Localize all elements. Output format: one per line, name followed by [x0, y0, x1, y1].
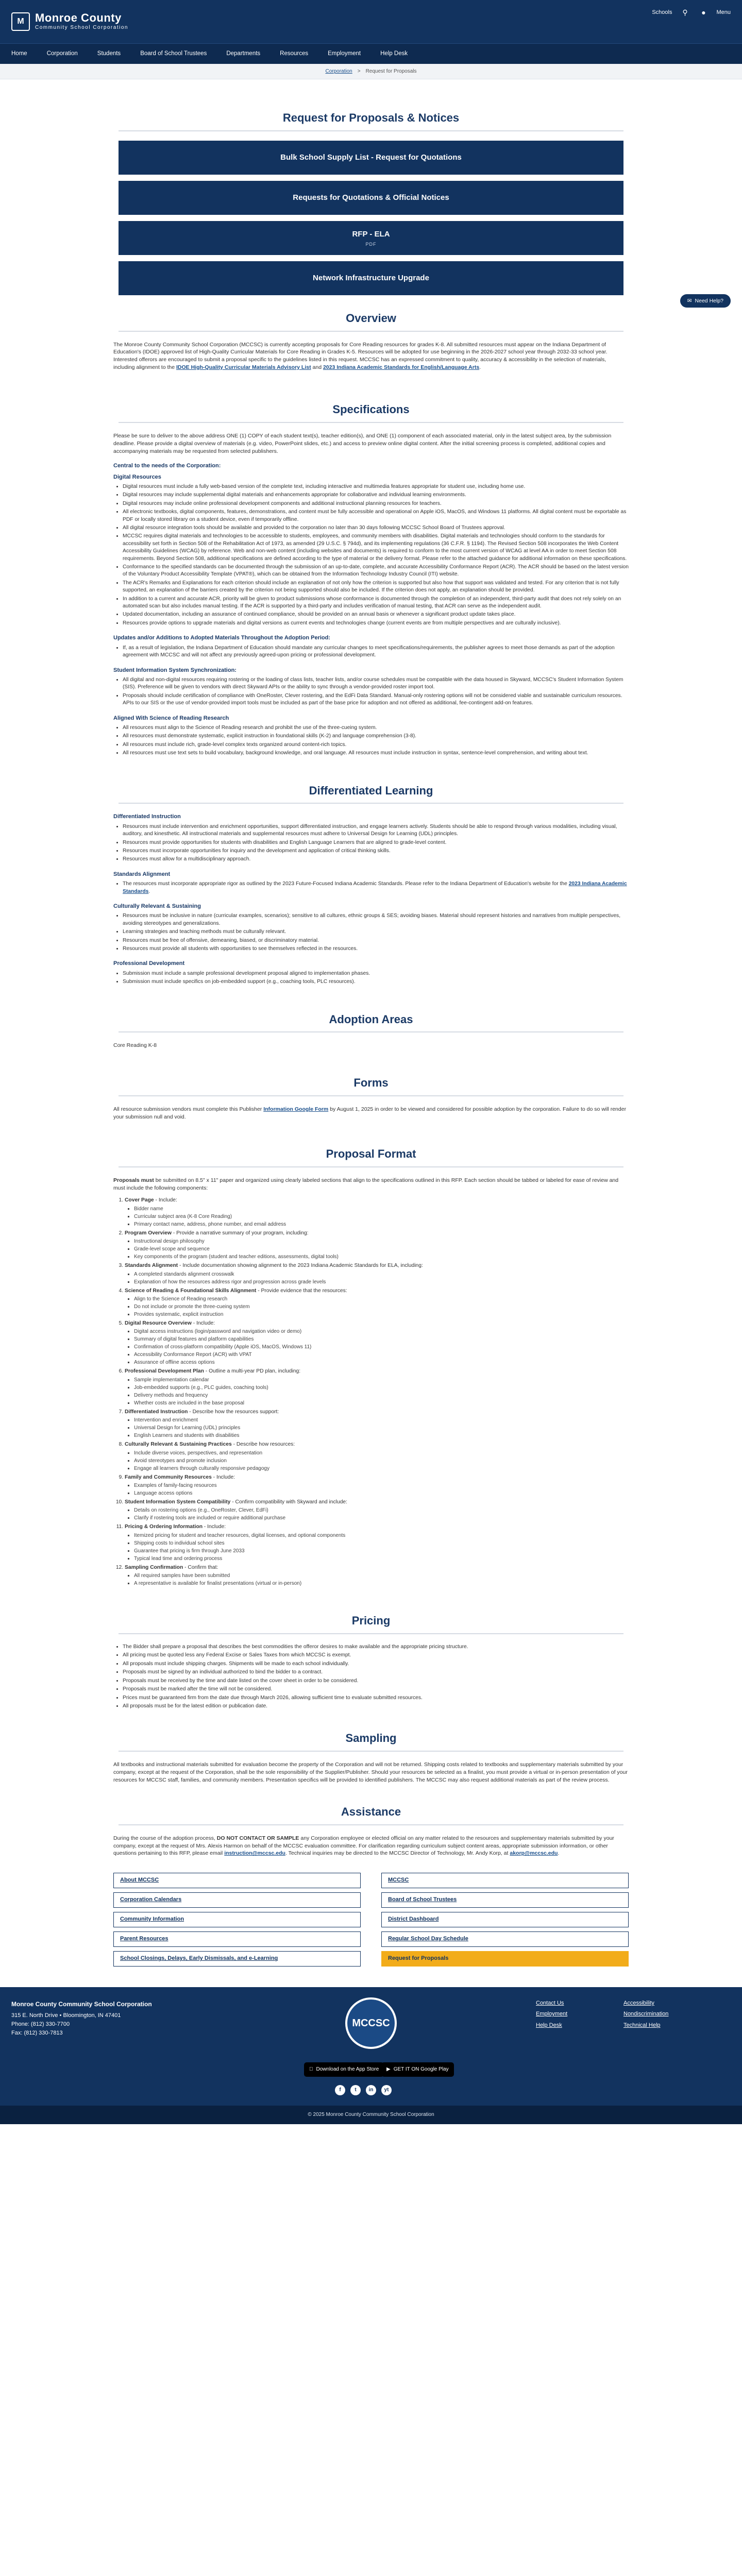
- pricing-section: [0, 1613, 742, 1710]
- proposal-subitems: [134, 1572, 629, 1587]
- list-item: • The ACR's Remarks and Explanations for each criterion should include an explanation of not only how the criterion is supported but also how that support was validated and tested. For any criterion that is not fully supported, an explanation of the barriers created by the criterion not being supported should also be included. If the criterion does not apply, an explanation should be provided.: [123, 580, 629, 595]
- proposal-title: Proposal Format: [326, 1147, 416, 1161]
- proposal-component-label: Standards Alignment: [125, 1263, 178, 1269]
- menu-link[interactable]: Menu: [716, 9, 731, 16]
- specifications-section: [0, 402, 742, 757]
- footer-phone: Phone: (812) 330-7700: [11, 2021, 70, 2027]
- proposal-component: [125, 1320, 629, 1366]
- app-store-label: Download on the App Store: [312, 2066, 375, 2073]
- proposal-component: [125, 1197, 629, 1228]
- rfp-tile-supply-list[interactable]: [119, 141, 623, 175]
- rfp-tile-ela[interactable]: [119, 221, 623, 255]
- quick-links-section: [0, 1873, 742, 1967]
- proposal-subitems: [134, 1450, 629, 1472]
- list-item: • Proposals must be signed by an individual authorized to bind the bidder to a contract.: [123, 1669, 629, 1676]
- list-item: ▪ Summary of digital features and platform capabilities: [134, 1336, 629, 1343]
- proposal-subitems: [134, 1206, 629, 1228]
- pricing-divider: [119, 1633, 623, 1634]
- proposal-component-detail: - Confirm compatibility with Skyward and include:: [230, 1499, 348, 1505]
- list-item: ▪ Provides systematic, explicit instruction: [134, 1311, 629, 1318]
- list-item: ▪ Typical lead time and ordering process: [134, 1555, 629, 1563]
- list-item: • Submission must include specifics on job-embedded support (e.g., coaching tools, PLC resources).: [123, 978, 629, 986]
- proposal-component-detail: - Outline a multi-year PD plan, including:: [204, 1368, 301, 1375]
- proposal-component-label: Cover Page: [125, 1197, 154, 1204]
- tile-title: Bulk School Supply List - Request for Quotations: [280, 153, 462, 162]
- digital-resources-heading: Digital Resources: [113, 473, 161, 480]
- list-item: ▪ Instructional design philosophy: [134, 1238, 629, 1245]
- quick-link[interactable]: Request for Proposals: [381, 1951, 629, 1967]
- brand-name: Monroe County: [35, 11, 122, 25]
- proposal-component-label: Family and Community Resources: [125, 1474, 212, 1480]
- proposal-components-list: [125, 1197, 629, 1587]
- list-item: ▪ Details on rostering options (e.g., OneRoster, Clever, EdFi): [134, 1507, 629, 1514]
- proposal-component-label: Professional Development Plan: [125, 1368, 204, 1375]
- list-item: • Resources must include intervention and enrichment opportunities, support differentiated instruction, and engage learners actively. Students should be able to respond through various modalities, including visual, auditory, and kinesthetic. All instructional materials and supplemental resources must adhere to Universal Design for Learning (UDL) principles.: [123, 823, 629, 838]
- list-item: • All resources must use text sets to build vocabulary, background knowledge, and oral language. All resources must include instruction in syntax, sentence-level comprehension, and writing about text.: [123, 750, 629, 757]
- footer-link[interactable]: Accessibility: [623, 2000, 654, 2007]
- proposal-subitems: [134, 1328, 629, 1366]
- sis-list: [123, 676, 629, 707]
- rfp-section: [0, 110, 742, 295]
- assistance-text-mid2: . Technical inquiries may be directed to the MCCSC Director of Technology, Mr. Andy Korp, at: [285, 1850, 509, 1857]
- chat-label: Need Help?: [695, 297, 723, 304]
- nav-item-home[interactable]: Home: [11, 50, 27, 57]
- list-item: • Resources must provide opportunities for students with disabilities and English Language Learners that are aligned to grade-level content.: [123, 839, 629, 846]
- proposal-subitems: [134, 1271, 629, 1286]
- header-utility: [652, 7, 731, 19]
- differentiated-divider: [119, 803, 623, 804]
- main-nav: [0, 43, 742, 64]
- list-item: ▪ English Learners and students with disabilities: [134, 1432, 629, 1439]
- proposal-intro-text: be submitted on 8.5" x 11" paper and organized using clearly labeled sections that align to the specifications outlined in this RFP. Each section should be tabbed or labeled for ease of review and must include the following components:: [113, 1177, 619, 1191]
- forms-text-before: All resource submission vendors must complete this Publisher: [113, 1106, 262, 1112]
- quick-link[interactable]: Regular School Day Schedule: [381, 1931, 629, 1947]
- pd-heading: Professional Development: [113, 960, 185, 967]
- list-item: • Prices must be guaranteed firm from the date due through March 2026, allowing sufficient time to evaluate submitted resources.: [123, 1694, 629, 1702]
- list-item: ▪ Primary contact name, address, phone number, and email address: [134, 1221, 629, 1228]
- schools-link[interactable]: Schools: [652, 9, 672, 16]
- list-item: ▪ Job-embedded supports (e.g., PLC guides, coaching tools): [134, 1384, 629, 1392]
- play-icon: ▶: [386, 2066, 391, 2073]
- overview-end: .: [479, 364, 481, 370]
- specifications-intro: Please be sure to deliver to the above address ONE (1) COPY of each student text(s), teacher edition(s), and ONE (1) component of each associated material, only in the latest subject area, by the submission deadline. Please provide a digital overview of materials (e.g. video, PowerPoint slides, etc.) and access to preview online digital content. After the initial screening process is completed, additional copies and accompanying materials may be requested from selected publishers.: [113, 433, 612, 454]
- list-item: • Resources must be inclusive in nature (curricular examples, scenarios); sensitive to all cultures, ethnic groups & SES; avoiding biases. Material should represent histories and narratives from multiple perspectives, avoiding stereotypes and generalizations.: [123, 912, 629, 927]
- proposal-section: [0, 1146, 742, 1587]
- proposal-component: [125, 1287, 629, 1318]
- google-play-badge[interactable]: [381, 2062, 454, 2077]
- google-play-label: GET IT ON Google Play: [393, 2066, 449, 2073]
- chat-icon: ✉: [687, 297, 692, 304]
- nav-item-help-desk[interactable]: Help Desk: [380, 50, 408, 57]
- nav-item-corporation[interactable]: Corporation: [46, 50, 78, 57]
- sampling-text: All textbooks and instructional materials submitted for evaluation become the property of the Corporation and will not be returned. Shipping costs related to textbooks and supplementary materials submitted by your company, except at the request of the Corporation, shall be the sole responsibility of the Supplier/Publisher. Should your resources be selected as a finalist, you must provide a virtual or in-person presentation of your resources for MCCSC staff, families, and community members. Presentation specifics will be provided to identified publishers. The MCCSC may also request additional materials as part of the review process.: [113, 1761, 628, 1783]
- list-item: • All electronic textbooks, digital components, features, demonstrations, and content must be fully accessible and operational on Apple iOS, MacOS, and Windows 11 platforms. All digital content must be exportable as PDF or locally stored library on a student device, even if temporarily offline.: [123, 509, 629, 523]
- instagram-icon[interactable]: in: [366, 2085, 376, 2095]
- list-item: • Resources must be free of offensive, demeaning, biased, or discriminatory material.: [123, 937, 629, 944]
- overview-and: and: [311, 364, 323, 370]
- proposal-component-label: Program Overview: [125, 1230, 172, 1236]
- publisher-form-link[interactable]: Information Google Form: [263, 1106, 329, 1112]
- quick-link[interactable]: District Dashboard: [381, 1912, 629, 1927]
- proposal-component: [125, 1230, 629, 1261]
- list-item: ▪ Itemized pricing for student and teacher resources, digital licenses, and optional components: [134, 1532, 629, 1539]
- list-item: • All digital resource integration tools should be available and provided to the corporation no later than 30 days following MCCSC School Board of Trustees approval.: [123, 524, 629, 532]
- list-item: ▪ All required samples have been submitted: [134, 1572, 629, 1580]
- list-item: • MCCSC requires digital materials and technologies to be accessible to students, employees, and community members with disabilities. Digital materials and technologies should conform to the standards for accessibility set forth in Section 508 of the Rehabilitation Act of 1973, as amended (29 U.S.C. § 794d), and its implementing regulations (36 C.F.R. § 1194). The Revised Section 508 incorporates the Web Content Accessibility Guidelines (WCAG) by reference. Web and non-web content (including websites and documents) is required to conform to the most current version of WCAG at level AA in order to meet Section 508 requirements. Beyond Section 508, additional specifications are defined according to the type of material or the delivery format. Please refer to the attached guidance for additional information on these specifications.: [123, 533, 629, 563]
- list-item: • Resources must provide all students with opportunities to see themselves reflected in the resources.: [123, 945, 629, 953]
- updates-list: [123, 645, 629, 659]
- search-icon[interactable]: ⚲: [682, 8, 688, 17]
- proposal-component: [125, 1564, 629, 1587]
- tile-file-type: PDF: [365, 241, 377, 247]
- digital-resources-list: [123, 483, 629, 627]
- list-item: • Proposals should include certification of compliance with OneRoster, Clever rostering, and the EdFi Data Standard. Manual-only rostering options will not be considered viable and sustainable curriculum resources. APIs to our SIS or the use of vendor-provided import tools must be included as part of the base price for adoption and not offered as additional, fee-contingent add-on features.: [123, 692, 629, 707]
- list-item: • All resources must demonstrate systematic, explicit instruction in foundational skills (K-2) and language comprehension (3-8).: [123, 733, 629, 740]
- proposal-component: [125, 1474, 629, 1497]
- proposal-subitems: [134, 1507, 629, 1522]
- list-item: ▪ Avoid stereotypes and promote inclusion: [134, 1458, 629, 1465]
- page-title: Request for Proposals & Notices: [282, 111, 460, 124]
- proposal-divider: [119, 1166, 623, 1167]
- proposal-component-detail: - Confirm that:: [183, 1564, 218, 1570]
- title-divider: [119, 130, 623, 131]
- standards-heading: Standards Alignment: [113, 871, 171, 877]
- site-header: [0, 0, 742, 79]
- instruction-email-link[interactable]: instruction@mccsc.edu: [224, 1850, 285, 1857]
- footer-link[interactable]: Technical Help: [623, 2022, 661, 2028]
- list-item: • If, as a result of legislation, the Indiana Department of Education should mandate any curricular changes to meet specifications/requirements, the publisher agrees to meet those demands as part of the adoption agreement with MCCSC and will not affect any previously agreed-upon pricing or professional development.: [123, 645, 629, 659]
- list-item: • Digital resources may include supplemental digital materials and enhancements appropriate for collaborative and individual learning environments.: [123, 492, 629, 499]
- rfp-tile-quotations[interactable]: [119, 181, 623, 215]
- sis-heading: Student Information System Synchronization:: [113, 667, 237, 673]
- list-item: • Updated documentation, including an assurance of continued compliance, should be provided on an annual basis or whenever a significant product update takes place.: [123, 611, 629, 618]
- standards-list: [123, 880, 629, 895]
- forms-section: [0, 1075, 742, 1121]
- proposal-component-label: Culturally Relevant & Sustaining Practices: [125, 1442, 232, 1448]
- rfp-tile-network[interactable]: [119, 261, 623, 295]
- proposal-intro-bold: Proposals: [113, 1177, 140, 1184]
- forms-text: [113, 1106, 629, 1121]
- assistance-text-mid: any Corporation employee or elected official on any matter related to the resources and supplementary materials submitted by your company, except at the request of Mrs. Alexis Harmon on behalf of the MCCSC evaluation committee. For clarification regarding curriculum subject content areas, appropriate submission information, or other questions pertaining to this RFP, please email: [113, 1835, 614, 1857]
- cr-heading: Culturally Relevant & Sustaining: [113, 903, 201, 909]
- district-seal: MCCSC: [345, 1997, 397, 2049]
- adoption-title: Adoption Areas: [329, 1012, 413, 1026]
- assistance-warning: DO NOT CONTACT OR SAMPLE: [216, 1835, 299, 1841]
- list-item: • All pricing must be quoted less any Federal Excise or Sales Taxes from which MCCSC is exempt.: [123, 1652, 629, 1659]
- di-heading: Differentiated Instruction: [113, 814, 181, 820]
- list-item: ▪ Include diverse voices, perspectives, and representation: [134, 1450, 629, 1457]
- quick-link[interactable]: Parent Resources: [113, 1931, 361, 1947]
- assistance-section: [0, 1804, 742, 1857]
- assistance-text: [113, 1835, 629, 1857]
- list-item: ▪ Delivery methods and frequency: [134, 1392, 629, 1399]
- list-item: • Digital resources must include a fully web-based version of the complete text, including interactive and multimedia features appropriate for student use, including home use.: [123, 483, 629, 490]
- assistance-text-end: .: [558, 1850, 560, 1857]
- nav-item-resources[interactable]: Resources: [280, 50, 309, 57]
- sor-list: [123, 724, 629, 757]
- user-icon[interactable]: ●: [701, 8, 706, 17]
- standards-text: The resources must incorporate appropriate rigor as outlined by the 2023 Future-Focused Indiana Academic Standards. Please refer to the Indiana Department of Education's website for the: [123, 881, 567, 887]
- proposal-intro-must: must: [141, 1177, 154, 1184]
- list-item: ▪ Curricular subject area (K-8 Core Reading): [134, 1213, 629, 1221]
- updates-heading: Updates and/or Additions to Adopted Materials Throughout the Adoption Period:: [113, 635, 331, 641]
- quick-link[interactable]: Board of School Trustees: [381, 1892, 629, 1908]
- list-item: • The resources must incorporate appropriate rigor as outlined by the 2023 Future-Focused Indiana Academic Standards. Please refer to the Indiana Department of Education's website for the 2023 Indiana Academic Standards.: [123, 880, 629, 895]
- sampling-divider: [119, 1751, 623, 1752]
- brand[interactable]: [35, 12, 128, 31]
- quick-links-grid: [113, 1873, 629, 1967]
- list-item: • Resources must incorporate opportunities for inquiry and the development and application of critical thinking skills.: [123, 848, 629, 855]
- breadcrumb-corporation[interactable]: Corporation: [325, 68, 352, 74]
- proposal-component: [125, 1262, 629, 1285]
- list-item: • All digital and non-digital resources requiring rostering or the loading of class lists, teacher lists, and/or course schedules must be compatible with the data housed in Skyward, MCCSC's Student Information System (SIS). Preference will be given to vendors with direct Skyward APIs or the ability to sync through a vendor-provided roster import tool.: [123, 676, 629, 691]
- list-item: • All resources must include rich, grade-level complex texts organized around content-rich topics.: [123, 741, 629, 749]
- footer-district-name: Monroe County Community School Corporation: [11, 2001, 152, 2008]
- footer-link[interactable]: Contact Us: [536, 2000, 564, 2007]
- forms-divider: [119, 1095, 623, 1096]
- proposal-component-label: Digital Resource Overview: [125, 1320, 192, 1327]
- list-item: ▪ Explanation of how the resources address rigor and progression across grade levels: [134, 1279, 629, 1286]
- proposal-component-detail: - Provide a narrative summary of your program, including:: [172, 1230, 309, 1236]
- list-item: ▪ Clarify if rostering tools are included or require additional purchase: [134, 1515, 629, 1522]
- apple-icon: [309, 2066, 313, 2073]
- proposal-component: [125, 1523, 629, 1562]
- list-item: ▪ Digital access instructions (login/password and navigation video or demo): [134, 1328, 629, 1335]
- breadcrumb: [0, 64, 742, 79]
- proposal-component-detail: - Describe how resources:: [231, 1442, 295, 1448]
- list-item: ▪ Grade-level scope and sequence: [134, 1246, 629, 1253]
- adoption-section: [0, 1012, 742, 1049]
- app-store-badge[interactable]: [304, 2062, 384, 2077]
- proposal-subitems: [134, 1532, 629, 1563]
- sampling-title: Sampling: [345, 1732, 397, 1745]
- list-item: ▪ Examples of family-facing resources: [134, 1482, 629, 1489]
- copyright-bar: [0, 2106, 742, 2124]
- assistance-divider: [119, 1824, 623, 1825]
- assistance-title: Assistance: [341, 1805, 401, 1819]
- proposal-component-label: Science of Reading & Foundational Skills Alignment: [125, 1287, 257, 1294]
- list-item: ▪ Accessibility Conformance Report (ACR) with VPAT: [134, 1351, 629, 1359]
- list-item: ▪ Shipping costs to individual school sites: [134, 1540, 629, 1547]
- cr-list: [123, 912, 629, 953]
- list-item: • All proposals must be for the latest edition or publication date.: [123, 1703, 629, 1710]
- proposal-component: [125, 1499, 629, 1522]
- quick-link[interactable]: School Closings, Delays, Early Dismissals, and e-Learning: [113, 1951, 361, 1967]
- pd-list: [123, 970, 629, 986]
- site-footer: [0, 1987, 742, 2106]
- list-item: ▪ A completed standards alignment crosswalk: [134, 1271, 629, 1278]
- list-item: ▪ Key components of the program (student and teacher editions, assessments, digital tools): [134, 1253, 629, 1261]
- idoe-list-link[interactable]: IDOE High-Quality Curricular Materials Advisory List: [176, 364, 311, 370]
- assistance-text-before: During the course of the adoption process,: [113, 1835, 215, 1841]
- tile-title: Requests for Quotations & Official Notices: [293, 193, 449, 202]
- copyright-text: © 2025 Monroe County Community School Corporation: [308, 2112, 434, 2118]
- forms-title: Forms: [353, 1076, 389, 1090]
- footer-links: [536, 1999, 690, 2029]
- proposal-component-detail: - Include:: [191, 1320, 215, 1327]
- overview-body: The Monroe County Community School Corporation (MCCSC) is currently accepting proposals for Core Reading resources for grades K-8. All submitted resources must appear on the Indiana Department of Education's (IDOE) approved list of High-Quality Curricular Materials for Core Reading in Grades K-5. Resources will be adopted for use beginning in the 2026-2027 school year through 2032-33 school year. Interested offerors are encouraged to submit a proposal specific to the guidelines listed in this request. MCCSC has an expressed commitment to quality, accuracy & accessibility in the selection of materials, including alignment to the: [113, 341, 608, 370]
- sor-heading: Aligned With Science of Reading Research: [113, 715, 229, 721]
- list-item: ▪ Whether costs are included in the base proposal: [134, 1400, 629, 1407]
- forms-text-after: by August 1, 2025 in order to be viewed and considered for possible adoption by the corporation. Failure to do so will render your submission null and void.: [113, 1106, 627, 1120]
- proposal-subitems: [134, 1238, 629, 1261]
- twitter-icon[interactable]: t: [350, 2085, 361, 2095]
- nav-item-departments[interactable]: Departments: [226, 50, 261, 57]
- footer-link[interactable]: Employment: [536, 2011, 568, 2018]
- list-item: • All proposals must include shipping charges. Shipments will be made to each school individually.: [123, 1660, 629, 1668]
- specifications-title: Specifications: [332, 403, 410, 416]
- brand-subtitle: Community School Corporation: [35, 24, 128, 30]
- overview-title: Overview: [346, 311, 396, 325]
- adoption-text: Core Reading K-8: [113, 1042, 157, 1049]
- list-item: • In addition to a current and accurate ACR, priority will be given to product submissions whose conformance is documented through the completion of an independent, third-party audit that does not rely solely on an automated scan but also includes manual testing. If the ACR is supported by a third-party and includes verification of manual testing, that ACR can serve as the independent audit.: [123, 596, 629, 611]
- list-item: ▪ Confirmation of cross-platform compatibility (Apple iOS, MacOS, Windows 11): [134, 1344, 629, 1351]
- pricing-list: [123, 1643, 629, 1710]
- list-item: ▪ Sample implementation calendar: [134, 1377, 629, 1384]
- differentiated-title: Differentiated Learning: [309, 784, 433, 797]
- list-item: • Digital resources may include online professional development components and additional instructional planning resources for teachers.: [123, 500, 629, 507]
- proposal-subitems: [134, 1482, 629, 1497]
- proposal-intro: [113, 1177, 629, 1192]
- list-item: • The Bidder shall prepare a proposal that describes the best commodities the offeror desires to make available and the appropriate pricing structure.: [123, 1643, 629, 1651]
- list-item: ▪ A representative is available for finalist presentations (virtual or in-person): [134, 1580, 629, 1587]
- proposal-component-detail: - Provide evidence that the resources:: [256, 1287, 347, 1294]
- proposal-subitems: [134, 1377, 629, 1407]
- list-item: • Learning strategies and teaching methods must be culturally relevant.: [123, 928, 629, 936]
- top-header: [0, 0, 742, 43]
- tech-email-link[interactable]: akorp@mccsc.edu: [510, 1850, 558, 1857]
- quick-link[interactable]: Community Information: [113, 1912, 361, 1927]
- central-needs-heading: Central to the needs of the Corporation:: [113, 463, 221, 469]
- list-item: • Resources provide options to upgrade materials and digital versions as current events and technologies change (current events are from multiple perspectives and are culturally inclusive).: [123, 620, 629, 627]
- list-item: ▪ Universal Design for Learning (UDL) principles: [134, 1425, 629, 1432]
- proposal-component: [125, 1441, 629, 1472]
- nav-item-board[interactable]: Board of School Trustees: [140, 50, 207, 57]
- overview-divider: [119, 331, 623, 332]
- proposal-component-label: Student Information System Compatibility: [125, 1499, 231, 1505]
- footer-fax: Fax: (812) 330-7813: [11, 2029, 63, 2036]
- breadcrumb-separator: >: [357, 68, 361, 74]
- help-chat-button[interactable]: [680, 294, 731, 308]
- list-item: ▪ Bidder name: [134, 1206, 629, 1213]
- proposal-component: [125, 1368, 629, 1406]
- tile-title: Network Infrastructure Upgrade: [313, 274, 429, 283]
- proposal-component-detail: - Include documentation showing alignment to the 2023 Indiana Academic Standards for ELA, including:: [178, 1263, 423, 1269]
- list-item: • Submission must include a sample professional development proposal aligned to implementation phases.: [123, 970, 629, 977]
- footer-contact: [11, 1999, 152, 2038]
- proposal-component-label: Differentiated Instruction: [125, 1409, 188, 1415]
- proposal-component: [125, 1409, 629, 1439]
- list-item: ▪ Intervention and enrichment: [134, 1417, 629, 1424]
- list-item: • All resources must align to the Science of Reading research and prohibit the use of the three-cueing system.: [123, 724, 629, 732]
- district-logo[interactable]: M: [11, 12, 30, 31]
- footer-address: 315 E. North Drive • Bloomington, IN 47401: [11, 2012, 121, 2019]
- nav-item-students[interactable]: Students: [97, 50, 121, 57]
- overview-text: [113, 341, 629, 371]
- list-item: • Proposals must be marked after the time will not be considered.: [123, 1686, 629, 1693]
- ela-standards-link[interactable]: 2023 Indiana Academic Standards for English/Language Arts: [323, 364, 480, 370]
- quick-link[interactable]: About MCCSC: [113, 1873, 361, 1888]
- list-item: • Conformance to the specified standards can be documented through the submission of an up-to-date, complete, and accurate Accessibility Conformance Report (ACR). The ACR should be based on the latest version of the Voluntary Product Accessibility Template (VPAT®), which can be obtained from the Information Technology Industry Council (ITI) website.: [123, 564, 629, 579]
- proposal-component-detail: - Include:: [211, 1474, 235, 1480]
- list-item: ▪ Guarantee that pricing is firm through June 2033: [134, 1548, 629, 1555]
- standards-link[interactable]: 2023 Indiana Academic Standards: [123, 881, 627, 894]
- differentiated-section: [0, 783, 742, 986]
- proposal-subitems: [134, 1417, 629, 1439]
- proposal-component-detail: - Describe how the resources support:: [188, 1409, 279, 1415]
- list-item: ▪ Align to the Science of Reading research: [134, 1296, 629, 1303]
- list-item: ▪ Do not include or promote the three-cueing system: [134, 1303, 629, 1311]
- tile-title: RFP - ELA: [352, 229, 390, 239]
- nav-item-employment[interactable]: Employment: [328, 50, 361, 57]
- list-item: ▪ Language access options: [134, 1490, 629, 1497]
- sampling-section: [0, 1731, 742, 1784]
- list-item: • Proposals must be received by the time and date listed on the cover sheet in order to be considered.: [123, 1677, 629, 1685]
- specifications-divider: [119, 422, 623, 423]
- social-links: [335, 2085, 392, 2095]
- overview-section: [0, 297, 742, 371]
- proposal-component-label: Pricing & Ordering Information: [125, 1524, 203, 1530]
- proposal-component-label: Sampling Confirmation: [125, 1564, 183, 1570]
- proposal-component-detail: - Include:: [154, 1197, 177, 1204]
- adoption-divider: [119, 1031, 623, 1032]
- proposal-subitems: [134, 1296, 629, 1318]
- footer-link[interactable]: Nondiscrimination: [623, 2011, 669, 2018]
- di-list: [123, 823, 629, 863]
- footer-link[interactable]: Help Desk: [536, 2022, 562, 2028]
- pricing-title: Pricing: [351, 1614, 391, 1628]
- youtube-icon[interactable]: yt: [381, 2085, 392, 2095]
- list-item: • Resources must allow for a multidisciplinary approach.: [123, 856, 629, 863]
- quick-link[interactable]: MCCSC: [381, 1873, 629, 1888]
- list-item: ▪ Assurance of offline access options: [134, 1359, 629, 1366]
- proposal-component-detail: - Include:: [203, 1524, 226, 1530]
- list-item: ▪ Engage all learners through culturally responsive pedagogy: [134, 1465, 629, 1472]
- facebook-icon[interactable]: f: [335, 2085, 345, 2095]
- breadcrumb-current: Request for Proposals: [365, 68, 417, 74]
- quick-link[interactable]: Corporation Calendars: [113, 1892, 361, 1908]
